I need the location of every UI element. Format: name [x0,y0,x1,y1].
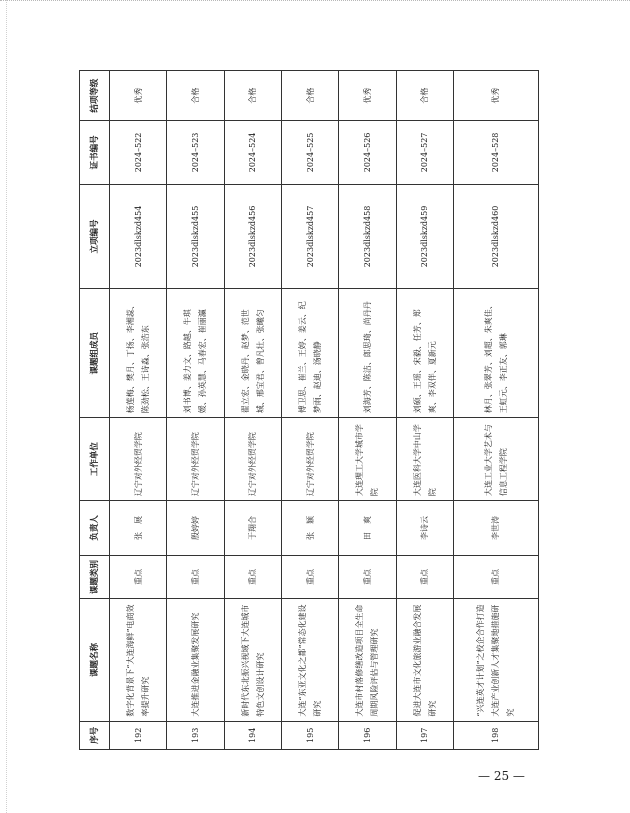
cell-no: 192 [110,721,167,749]
table-row [110,71,167,750]
cell-type: 重点 [224,555,281,599]
cell-type: 重点 [453,555,538,599]
cell-members: 刘硕、王瑶、宋毅、任芳、郑爽、李双伴、夏新元 [396,289,453,418]
cell-cert-no: 2024–528 [453,121,538,184]
cell-name: 新时代东北振兴视域下大连城市特色文创设计研究 [224,599,281,721]
cell-project-id: 2023dlskzd460 [453,184,538,289]
cell-grade: 优秀 [453,71,538,121]
cell-grade: 优秀 [110,71,167,121]
cell-no: 193 [167,721,224,749]
cell-cert-no: 2024–524 [224,121,281,184]
cell-members: 翟立宏、金晓丹、赵梦、范世城、邢宝君、曾凡壮、张曦匀 [224,289,281,418]
header-type: 课题类别 [80,555,110,599]
cell-leader: 殷婷婷 [167,501,224,556]
cell-type: 重点 [167,555,224,599]
cell-unit: 大连工业大学艺术与信息工程学院 [453,418,538,501]
cell-members: 林月、张翠芳、刘超、朱爽佳、王虹元、李正友、郭琳 [453,289,538,418]
cell-grade: 合格 [224,71,281,121]
cell-no: 194 [224,721,281,749]
cell-grade: 合格 [281,71,338,121]
header-no: 序号 [80,721,110,749]
cell-grade: 合格 [396,71,453,121]
page-number: — 25 — [478,769,525,783]
cell-name: 促进大连市文化旅游业融合发展研究 [396,599,453,721]
cell-cert-no: 2024–522 [110,121,167,184]
cell-unit: 辽宁对外经贸学院 [110,418,167,501]
cell-no: 196 [339,721,396,749]
cell-name: 大连推进金融业集聚发展研究 [167,599,224,721]
cell-type: 重点 [281,555,338,599]
cell-members: 杨莲梅、樊月、丁扬、李湘蕊、陈劲松、王诗淼、张浩东 [110,289,167,418]
header-cert-no: 证书编号 [80,121,110,184]
cell-no: 195 [281,721,338,749]
cell-type: 重点 [339,555,396,599]
table-body [110,71,539,750]
cell-cert-no: 2024–523 [167,121,224,184]
table-row [167,71,224,750]
cell-name: “兴连英才计划”之校企合作打造大连产业创新人才集聚地措施研究 [453,599,538,721]
table-row [224,71,281,750]
cell-grade: 合格 [167,71,224,121]
cell-leader: 田 爽 [339,501,396,556]
header-leader: 负责人 [80,501,110,556]
table-header-row [80,71,110,750]
cell-cert-no: 2024–526 [339,121,396,184]
cell-project-id: 2023dlskzd456 [224,184,281,289]
cell-no: 197 [396,721,453,749]
cell-unit: 辽宁对外经贸学院 [167,418,224,501]
cell-cert-no: 2024–527 [396,121,453,184]
cell-leader: 李诗云 [396,501,453,556]
header-members: 课题组成员 [80,289,110,418]
cell-type: 重点 [396,555,453,599]
table-row [281,71,338,750]
cell-project-id: 2023dlskzd458 [339,184,396,289]
cell-leader: 张 展 [110,501,167,556]
cell-leader: 于翔合 [224,501,281,556]
cell-project-id: 2023dlskzd459 [396,184,453,289]
cell-unit: 辽宁对外经贸学院 [281,418,338,501]
table-row [396,71,453,750]
page-left-border [6,0,7,813]
project-table [79,70,539,750]
cell-grade: 优秀 [339,71,396,121]
cell-name: 大连“东亚文化之都”常态化建设研究 [281,599,338,721]
table-row [339,71,396,750]
cell-unit: 大连理工大学城市学院 [339,418,396,501]
cell-project-id: 2023dlskzd457 [281,184,338,289]
header-grade: 结项等级 [80,71,110,121]
cell-name: 大连市村落修缮改造项目全生命周期风险评估与管理研究 [339,599,396,721]
cell-project-id: 2023dlskzd455 [167,184,224,289]
cell-unit: 辽宁对外经贸学院 [224,418,281,501]
cell-name: 数字化背景下“大连海鲜”电商效率提升研究 [110,599,167,721]
cell-type: 重点 [110,555,167,599]
cell-cert-no: 2024–525 [281,121,338,184]
rotated-table-container [79,70,539,750]
cell-leader: 张 颖 [281,501,338,556]
cell-members: 刘海芳、陈洁、郎思琦、尚丹丹 [339,289,396,418]
cell-leader: 李世涛 [453,501,538,556]
cell-no: 198 [453,721,538,749]
page-top-border [0,0,630,1]
header-project-id: 立项编号 [80,184,110,289]
cell-unit: 大连医科大学中山学院 [396,418,453,501]
cell-project-id: 2023dlskzd454 [110,184,167,289]
cell-members: 刘书博、姜力文、路越、牛琪媛、孙英慧、马春宏、崔丽瀛 [167,289,224,418]
cell-members: 傅卫思、崔兰、王婷、姜云、纪梦雨、赵迪、汤晓静 [281,289,338,418]
header-name: 课题名称 [80,599,110,721]
header-unit: 工作单位 [80,418,110,501]
table-row [453,71,538,750]
